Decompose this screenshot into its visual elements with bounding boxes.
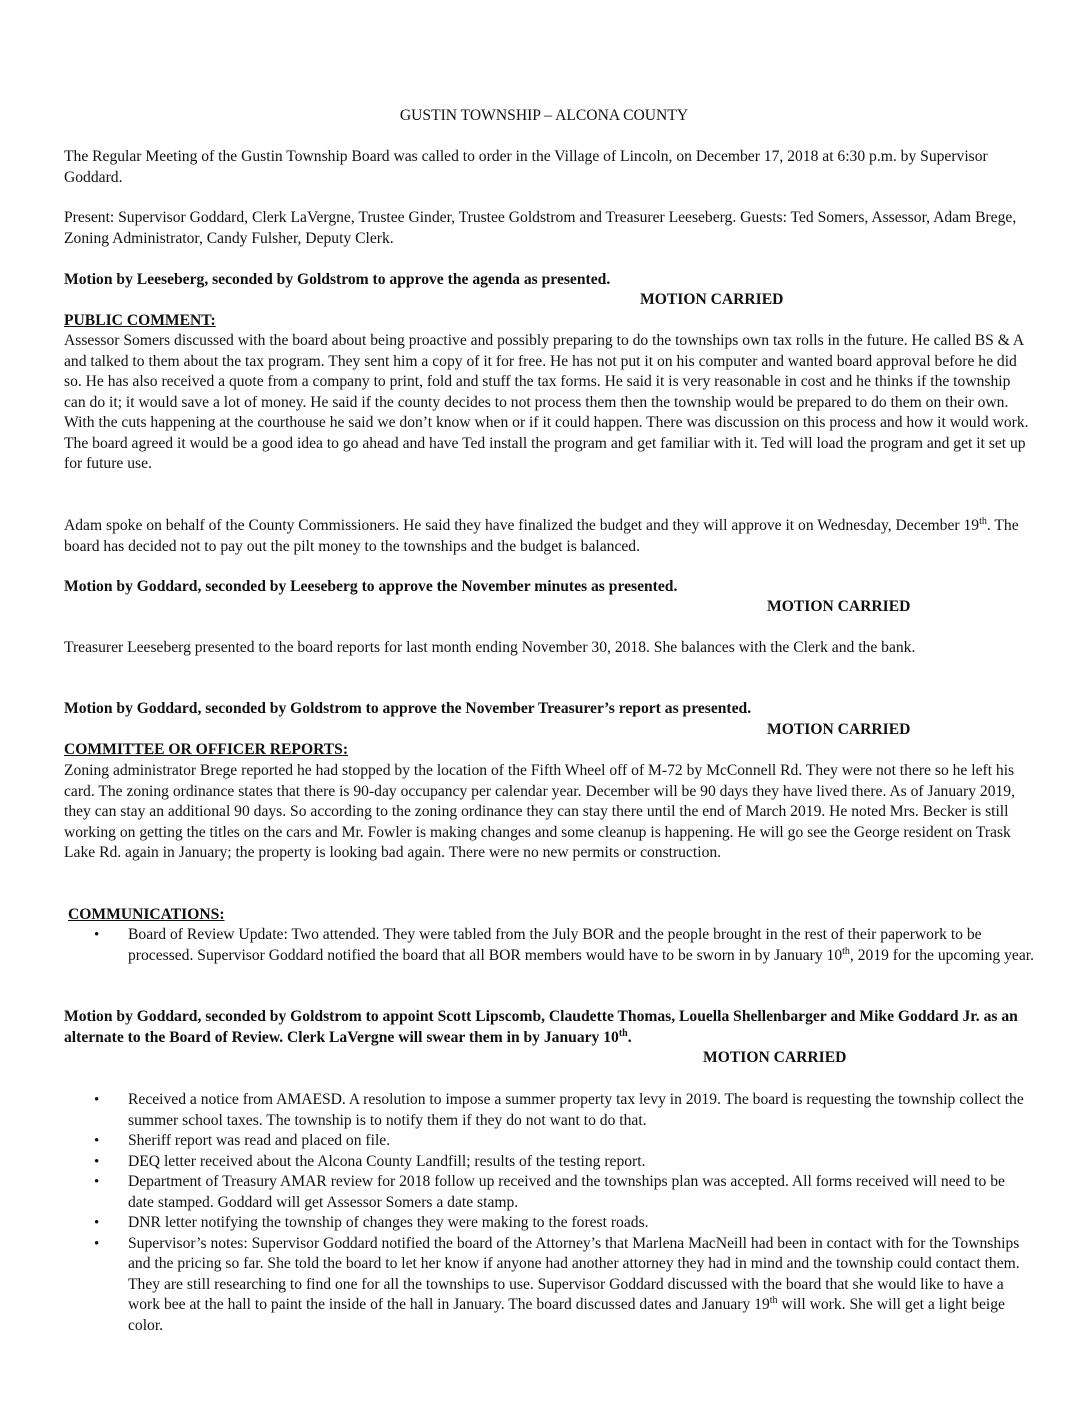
motion-carried-2: MOTION CARRIED (767, 598, 911, 615)
county-commissioners-paragraph: Adam spoke on behalf of the County Commissioners. He said they have finalized the budget and they will approve it on Wednesday, December 19th. The board has decided not to pay out the pilt money to the townships and the budget is balanced. (64, 516, 1019, 555)
motion-treasurer-report: Motion by Goddard, seconded by Goldstrom to approve the November Treasurer’s report as presented. (64, 700, 752, 717)
communications-heading: COMMUNICATIONS: (68, 906, 225, 923)
motion-carried-4: MOTION CARRIED (703, 1049, 847, 1066)
committee-heading: COMMITTEE OR OFFICER REPORTS: (64, 741, 349, 758)
list-item: • Received a notice from AMAESD. A resolution to impose a summer property tax levy in 2019. The board is requesting the township collect the summer school taxes. The township is to notify them if they do not want to do that. (64, 1090, 1034, 1131)
committee-paragraph: Zoning administrator Brege reported he had stopped by the location of the Fifth Wheel off of M-72 by McConnell Rd. They were not there so he left his card. The zoning ordinance states that there is 90-day occupancy per calendar year. December will be 90 days they have lived there. As of January 2019, they can stay an additional 90 days. So according to the zoning ordinance they can stay there until the end of March 2019. He noted Mrs. Becker is still working on getting the titles on the cars and Mr. Fowler is making changes and some cleanup is happening. He will go see the George resident on Trask Lake Rd. again in January; the property is looking bad again. There were no new permits or construction. (64, 762, 1016, 861)
motion-agenda: Motion by Leeseberg, seconded by Goldstrom to approve the agenda as presented. (64, 271, 611, 288)
motion-board-of-review: Motion by Goddard, seconded by Goldstrom to appoint Scott Lipscomb, Claudette Thomas, Louella Shellenbarger and Mike Goddard Jr. as an alternate to the Board of Review. Clerk LaVergne will swear them in by January 10th. (64, 1008, 1018, 1046)
document-title: GUSTIN TOWNSHIP – ALCONA COUNTY (399, 107, 689, 124)
intro-paragraph: The Regular Meeting of the Gustin Township Board was called to order in the Village of Lincoln, on December 17, 2018 at 6:30 p.m. by Supervisor Goddard. (64, 148, 988, 186)
communications-bullet-list (64, 1090, 1034, 1336)
list-item: • Sheriff report was read and placed on file. (64, 1131, 1034, 1152)
bor-bullet-list (64, 925, 1034, 966)
motion-minutes: Motion by Goddard, seconded by Leeseberg to approve the November minutes as presented. (64, 578, 678, 595)
list-item: • Supervisor’s notes: Supervisor Goddard notified the board of the Attorney’s that Marlena MacNeill had been in contact with for the Townships and the pricing so far. She told the board to let her know if anyone had another attorney they had in mind and the township could contact them. They are still researching to find one for all the townships to use. Supervisor Goddard discussed with the board that she would like to have a work bee at the hall to paint the inside of the hall in January. The board discussed dates and January 19th will work. She will get a light beige color. (64, 1234, 1034, 1337)
list-item: • DNR letter notifying the township of changes they were making to the forest roads. (64, 1213, 1034, 1234)
motion-carried-1: MOTION CARRIED (640, 291, 784, 308)
list-item: • DEQ letter received about the Alcona County Landfill; results of the testing report. (64, 1152, 1034, 1173)
motion-carried-3: MOTION CARRIED (767, 721, 911, 738)
public-comment-heading: PUBLIC COMMENT: (64, 312, 216, 329)
list-item: • Board of Review Update: Two attended. They were tabled from the July BOR and the people brought in the rest of their paperwork to be processed. Supervisor Goddard notified the board that all BOR members would have to be sworn in by January 10th, 2019 for the upcoming year. (64, 925, 1034, 966)
list-item: • Department of Treasury AMAR review for 2018 follow up received and the townships plan was accepted. All forms received will need to be date stamped. Goddard will get Assessor Somers a date stamp. (64, 1172, 1034, 1213)
public-comment-paragraph: Assessor Somers discussed with the board about being proactive and possibly preparing to do the townships own tax rolls in the future. He called BS & A and talked to them about the tax program. They sent him a copy of it for free. He has not put it on his computer and wanted board approval before he did so. He has also received a quote from a company to print, fold and stuff the tax forms. He said it is very reasonable in cost and he thinks if the township can do it; it would save a lot of money. He said if the county decides to not process them then the township would be prepared to do them on their own. With the cuts happening at the courthouse he said we don’t know when or if it could happen. There was discussion on this process and how it would work. The board agreed it would be a good idea to go ahead and have Ted install the program and get familiar with it. Ted will load the program and get it set up for future use. (64, 332, 1029, 472)
treasurer-paragraph: Treasurer Leeseberg presented to the board reports for last month ending November 30, 2018. She balances with the Clerk and the bank. (64, 639, 916, 656)
present-paragraph: Present: Supervisor Goddard, Clerk LaVergne, Trustee Ginder, Trustee Goldstrom and Treasurer Leeseberg. Guests: Ted Somers, Assessor, Adam Brege, Zoning Administrator, Candy Fulsher, Deputy Clerk. (64, 209, 1017, 247)
